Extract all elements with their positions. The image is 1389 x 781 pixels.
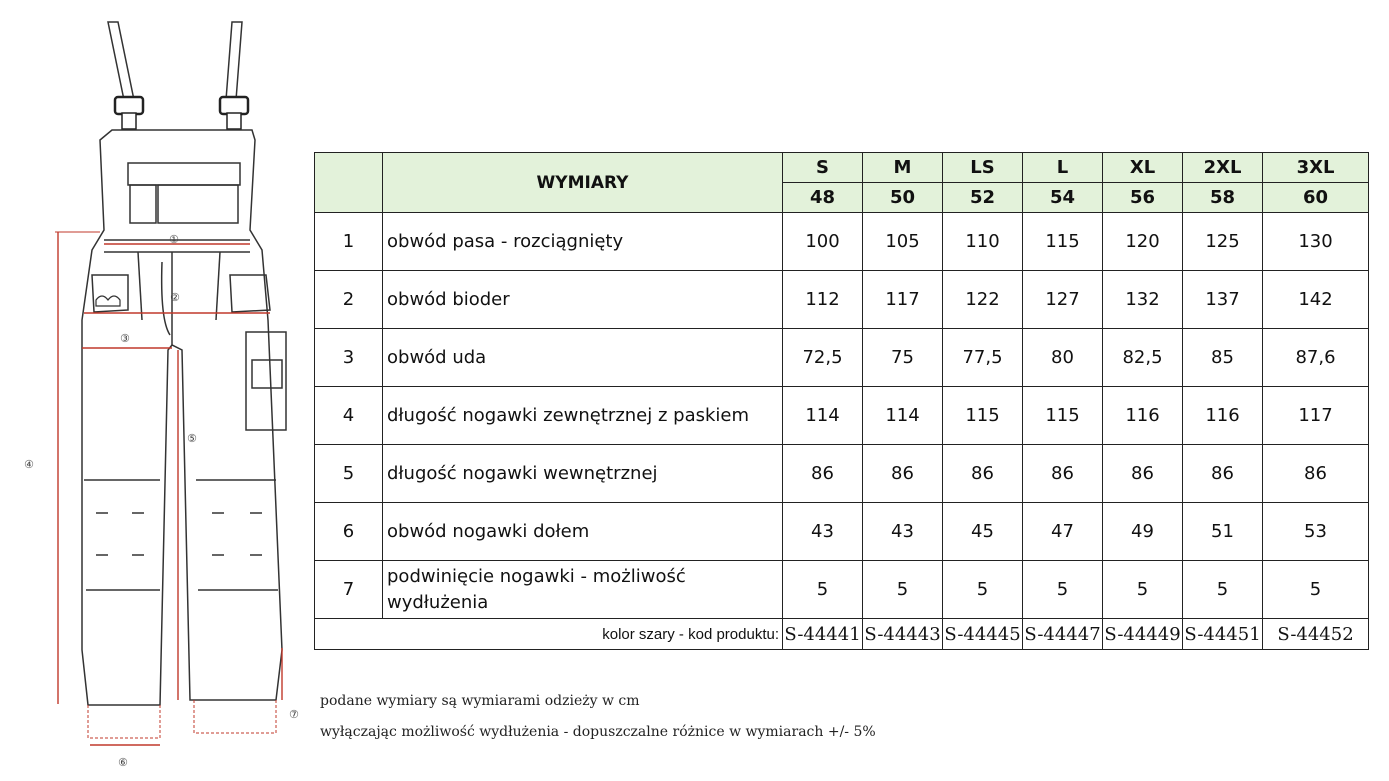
product-code: S-44443 <box>863 619 943 650</box>
size-label: M <box>863 153 943 183</box>
table-row <box>315 561 1369 619</box>
table-cell: 87,6 <box>1263 329 1369 387</box>
table-cell: 51 <box>1183 503 1263 561</box>
size-number: 48 <box>783 183 863 213</box>
table-cell: 85 <box>1183 329 1263 387</box>
note-line-1: podane wymiary są wymiarami odzieży w cm <box>320 693 640 709</box>
table-cell: 5 <box>783 561 863 619</box>
table-row <box>315 387 1369 445</box>
marker-5: ⑤ <box>187 432 197 445</box>
product-code-label: kolor szary - kod produktu: <box>315 619 783 650</box>
measurement-name: obwód bioder <box>383 271 783 329</box>
table-cell: 115 <box>943 387 1023 445</box>
table-cell: 77,5 <box>943 329 1023 387</box>
size-number: 56 <box>1103 183 1183 213</box>
table-cell: 100 <box>783 213 863 271</box>
row-number: 5 <box>315 445 383 503</box>
size-number: 58 <box>1183 183 1263 213</box>
table-cell: 105 <box>863 213 943 271</box>
product-code: S-44451 <box>1183 619 1263 650</box>
header-row-sizes <box>315 153 1369 183</box>
table-cell: 132 <box>1103 271 1183 329</box>
table-cell: 47 <box>1023 503 1103 561</box>
table-cell: 72,5 <box>783 329 863 387</box>
table-cell: 137 <box>1183 271 1263 329</box>
table-cell: 49 <box>1103 503 1183 561</box>
table-cell: 80 <box>1023 329 1103 387</box>
table-cell: 122 <box>943 271 1023 329</box>
table-cell: 86 <box>863 445 943 503</box>
table-cell: 5 <box>1103 561 1183 619</box>
table-cell: 86 <box>1183 445 1263 503</box>
measurement-name: długość nogawki zewnętrznej z paskiem <box>383 387 783 445</box>
measurement-name: obwód uda <box>383 329 783 387</box>
table-row <box>315 445 1369 503</box>
header-blank-cell <box>315 153 383 213</box>
row-number: 2 <box>315 271 383 329</box>
row-number: 6 <box>315 503 383 561</box>
size-label: L <box>1023 153 1103 183</box>
size-label: S <box>783 153 863 183</box>
table-cell: 116 <box>1103 387 1183 445</box>
measurement-name: długość nogawki wewnętrznej <box>383 445 783 503</box>
table-cell: 86 <box>943 445 1023 503</box>
table-cell: 110 <box>943 213 1023 271</box>
size-number: 54 <box>1023 183 1103 213</box>
table-cell: 142 <box>1263 271 1369 329</box>
pocket-detail-icon <box>96 296 120 306</box>
table-row <box>315 503 1369 561</box>
size-label: 2XL <box>1183 153 1263 183</box>
table-cell: 86 <box>1263 445 1369 503</box>
table-cell: 120 <box>1103 213 1183 271</box>
table-cell: 127 <box>1023 271 1103 329</box>
overalls-diagram <box>0 0 310 781</box>
marker-6: ⑥ <box>118 756 128 769</box>
table-cell: 117 <box>1263 387 1369 445</box>
table-row <box>315 271 1369 329</box>
table-cell: 82,5 <box>1103 329 1183 387</box>
product-code: S-44449 <box>1103 619 1183 650</box>
measurement-name: obwód nogawki dołem <box>383 503 783 561</box>
size-label: 3XL <box>1263 153 1369 183</box>
table-row <box>315 329 1369 387</box>
table-cell: 5 <box>1183 561 1263 619</box>
table-cell: 117 <box>863 271 943 329</box>
buckle-icon <box>115 97 248 129</box>
marker-7: ⑦ <box>289 708 299 721</box>
table-cell: 125 <box>1183 213 1263 271</box>
size-label: XL <box>1103 153 1183 183</box>
table-cell: 86 <box>1023 445 1103 503</box>
table-cell: 43 <box>863 503 943 561</box>
size-table <box>314 152 1369 650</box>
table-cell: 86 <box>1103 445 1183 503</box>
table-cell: 5 <box>863 561 943 619</box>
note-line-2: wyłączając możliwość wydłużenia - dopuszczalne różnice w wymiarach +/- 5% <box>320 724 876 740</box>
measurement-name: podwinięcie nogawki - możliwość wydłużenia <box>383 561 783 619</box>
shoulder-straps <box>108 22 242 100</box>
size-number: 60 <box>1263 183 1369 213</box>
product-code: S-44441 <box>783 619 863 650</box>
table-cell: 43 <box>783 503 863 561</box>
table-cell: 130 <box>1263 213 1369 271</box>
measurement-lines <box>55 232 282 745</box>
table-cell: 5 <box>1023 561 1103 619</box>
knee-slots <box>96 513 262 555</box>
table-cell: 112 <box>783 271 863 329</box>
row-number: 4 <box>315 387 383 445</box>
garment-outline <box>82 130 286 705</box>
marker-3: ③ <box>120 332 130 345</box>
table-row <box>315 213 1369 271</box>
marker-4: ④ <box>24 458 34 471</box>
table-cell: 115 <box>1023 213 1103 271</box>
table-cell: 75 <box>863 329 943 387</box>
product-code: S-44452 <box>1263 619 1369 650</box>
table-cell: 114 <box>863 387 943 445</box>
size-label: LS <box>943 153 1023 183</box>
table-cell: 115 <box>1023 387 1103 445</box>
table-cell: 5 <box>1263 561 1369 619</box>
product-code: S-44445 <box>943 619 1023 650</box>
row-number: 1 <box>315 213 383 271</box>
size-number: 50 <box>863 183 943 213</box>
header-title: WYMIARY <box>383 153 783 213</box>
measurement-name: obwód pasa - rozciągnięty <box>383 213 783 271</box>
table-cell: 45 <box>943 503 1023 561</box>
table-cell: 53 <box>1263 503 1369 561</box>
row-number: 7 <box>315 561 383 619</box>
table-cell: 114 <box>783 387 863 445</box>
table-cell: 116 <box>1183 387 1263 445</box>
table-cell: 5 <box>943 561 1023 619</box>
table-cell: 86 <box>783 445 863 503</box>
row-number: 3 <box>315 329 383 387</box>
size-number: 52 <box>943 183 1023 213</box>
marker-1: ① <box>169 233 179 246</box>
marker-2: ② <box>170 291 180 304</box>
product-code: S-44447 <box>1023 619 1103 650</box>
product-code-row <box>315 619 1369 650</box>
